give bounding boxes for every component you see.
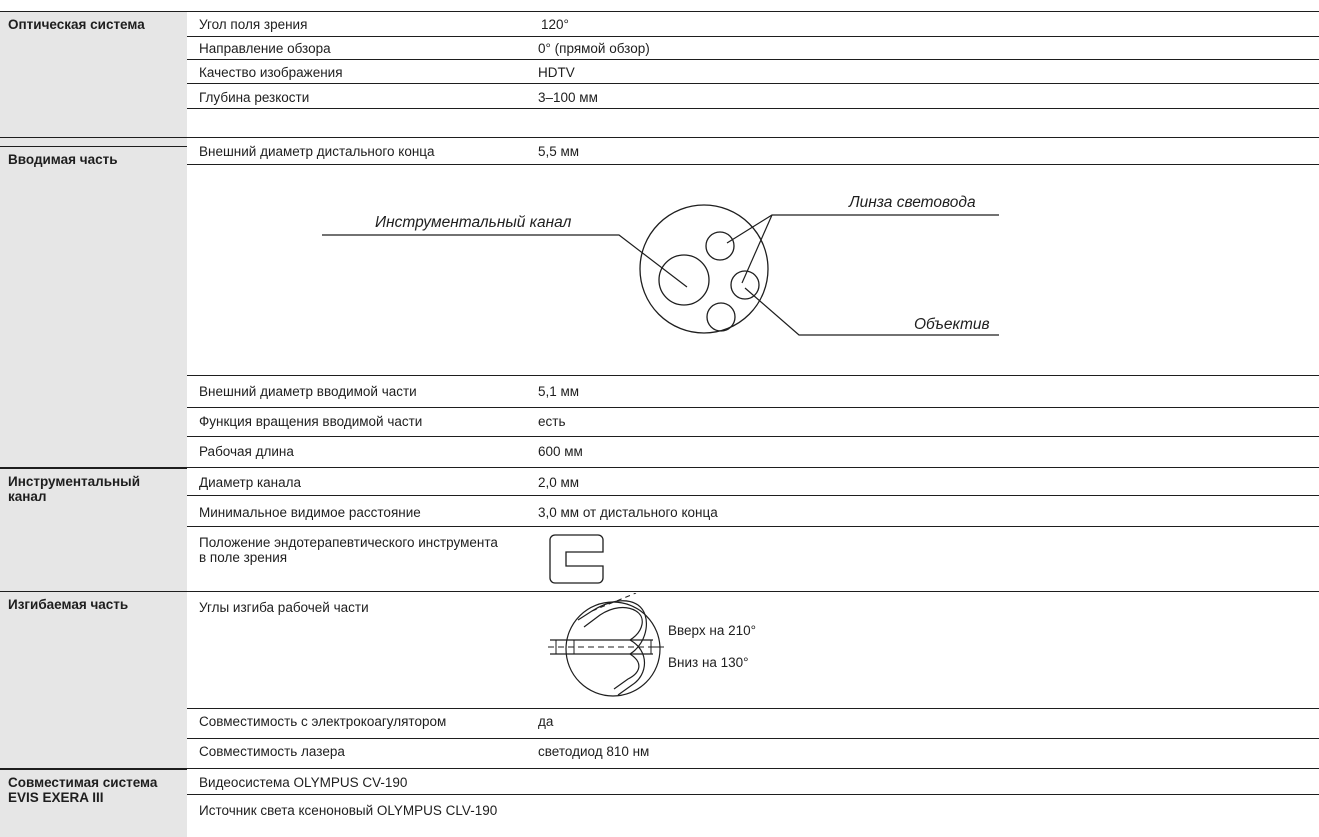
- category-label: Изгибаемая часть: [8, 597, 129, 612]
- label-light-guide-lens: Линза световода: [849, 194, 976, 211]
- section-divider: [0, 467, 1319, 468]
- param-depth-of-field: Глубина резкости: [199, 90, 310, 105]
- bending-down-label: Вниз на 130°: [668, 655, 749, 670]
- category-optical-system: [0, 11, 187, 146]
- param-light-source: Источник света ксеноновый OLYMPUS CLV-190: [199, 803, 498, 818]
- row-divider: [187, 375, 1319, 376]
- value-channel-diameter: 2,0 мм: [538, 475, 580, 490]
- category-bending-section: [0, 591, 187, 769]
- leader-light-guide-lens-1: [727, 215, 999, 243]
- value-field-of-view: 120°: [541, 17, 569, 32]
- row-divider: [187, 708, 1319, 709]
- param-field-of-view: Угол поля зрения: [199, 17, 308, 32]
- param-instrument-position: Положение эндотерапевтического инструмента в поле зрения: [199, 535, 498, 565]
- param-laser-compatibility: Совместимость лазера: [199, 744, 345, 759]
- leader-instrument-channel: [322, 235, 687, 287]
- instrument-position-icon: [548, 533, 608, 585]
- distal-tip-diagram: [187, 165, 1017, 375]
- value-rotation-function: есть: [538, 414, 566, 429]
- category-label: Совместимая система EVIS EXERA III: [8, 775, 158, 805]
- param-image-quality: Качество изображения: [199, 65, 343, 80]
- param-min-visible-distance: Минимальное видимое расстояние: [199, 505, 421, 520]
- row-divider: [187, 738, 1319, 739]
- row-divider: [187, 495, 1319, 496]
- section-divider: [0, 137, 1319, 138]
- section-divider: [0, 591, 1319, 592]
- row-divider: [187, 108, 1319, 109]
- param-channel-diameter: Диаметр канала: [199, 475, 302, 490]
- param-insertion-tube-diameter: Внешний диаметр вводимой части: [199, 384, 417, 399]
- category-instrument-channel: [0, 468, 187, 591]
- section-divider: [0, 768, 1319, 769]
- value-laser-compatibility: светодиод 810 нм: [538, 744, 650, 759]
- light-guide-lower-circle: [707, 303, 735, 331]
- param-rotation-function: Функция вращения вводимой части: [199, 414, 423, 429]
- light-guide-upper-circle: [706, 232, 734, 260]
- param-direction-of-view: Направление обзора: [199, 41, 331, 56]
- rule-top: [0, 11, 1319, 12]
- value-depth-of-field: 3–100 мм: [538, 90, 598, 105]
- value-working-length: 600 мм: [538, 444, 583, 459]
- value-min-visible-distance: 3,0 мм от дистального конца: [538, 505, 718, 520]
- param-working-length: Рабочая длина: [199, 444, 294, 459]
- category-label: Инструментальный канал: [8, 474, 141, 504]
- value-image-quality: HDTV: [538, 65, 575, 80]
- param-video-system: Видеосистема OLYMPUS CV-190: [199, 775, 408, 790]
- label-instrument-channel: Инструментальный канал: [375, 214, 572, 231]
- category-compatible-system: [0, 769, 187, 837]
- row-divider: [187, 407, 1319, 408]
- category-label: Оптическая система: [8, 17, 145, 32]
- row-divider: [187, 59, 1319, 60]
- row-divider: [187, 436, 1319, 437]
- label-objective: Объектив: [914, 316, 990, 333]
- category-label: Вводимая часть: [8, 152, 118, 167]
- bending-angles-diagram: [548, 593, 788, 703]
- value-distal-end-diameter: 5,5 мм: [538, 144, 580, 159]
- param-electrocautery-compatibility: Совместимость с электрокоагулятором: [199, 714, 447, 729]
- param-bending-angles: Углы изгиба рабочей части: [199, 600, 369, 615]
- instrument-channel-circle: [659, 255, 709, 305]
- row-divider: [187, 526, 1319, 527]
- row-divider: [187, 83, 1319, 84]
- category-insertion-part: [0, 146, 187, 468]
- param-distal-end-diameter: Внешний диаметр дистального конца: [199, 144, 435, 159]
- bending-up-label: Вверх на 210°: [668, 623, 757, 638]
- row-divider: [187, 794, 1319, 795]
- value-direction-of-view: 0° (прямой обзор): [538, 41, 650, 56]
- value-electrocautery-compatibility: да: [538, 714, 554, 729]
- row-divider: [187, 36, 1319, 37]
- value-insertion-tube-diameter: 5,1 мм: [538, 384, 580, 399]
